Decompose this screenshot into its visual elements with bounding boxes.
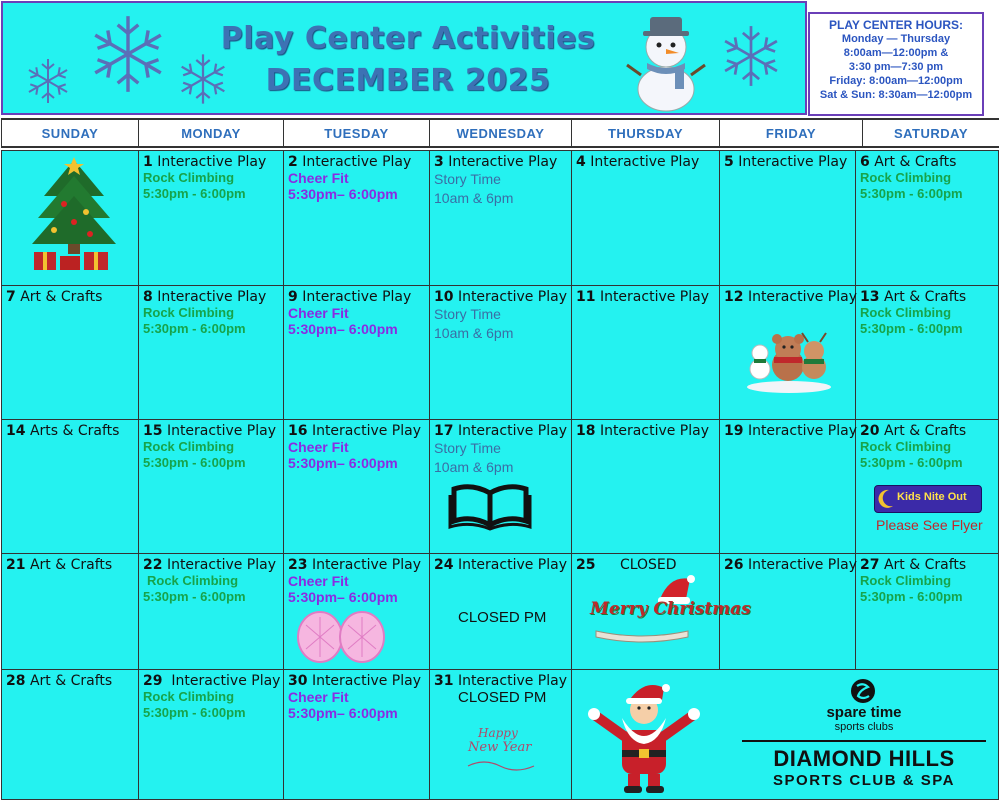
day-number: 23 [288, 557, 308, 573]
calendar-cell-day-20 [856, 420, 998, 554]
calendar-cell-day-11 [572, 286, 720, 420]
calendar-cell-day-16 [284, 420, 430, 554]
calendar-cell-day-3 [430, 151, 572, 286]
activity-label: Interactive Play [457, 289, 567, 305]
day-number: 17 [434, 423, 454, 439]
calendar-cell-day-8 [139, 286, 284, 420]
day-number: 7 [6, 289, 16, 305]
day-number: 13 [860, 289, 880, 305]
spare-time-logo-icon [850, 678, 876, 704]
day-number: 3 [434, 154, 444, 170]
activity-time: 5:30pm - 6:00pm [143, 455, 246, 470]
day-number: 14 [6, 423, 26, 439]
kids-nite-out-text: Kids Nite Out [897, 491, 967, 503]
kids-nite-out-banner [874, 485, 982, 513]
new-year-text: New Year [468, 740, 532, 755]
activity-time: 5:30pm - 6:00pm [143, 589, 246, 604]
calendar-cell-day-5 [720, 151, 856, 286]
closed-label: CLOSED [619, 557, 677, 573]
flyer-note: Please See Flyer [876, 517, 983, 533]
activity-time: 5:30pm - 6:00pm [860, 455, 963, 470]
hours-line: 8:00am—12:00pm & [843, 47, 949, 59]
happy-new-year-art [466, 726, 536, 776]
weekday-saturday: SATURDAY [862, 120, 999, 146]
activity-label: Interactive Play [448, 154, 558, 170]
activity-sub: Rock Climbing [860, 573, 952, 588]
day-number: 19 [724, 423, 744, 439]
calendar-cell-branding [572, 670, 998, 799]
activity-label: Interactive Play [747, 557, 857, 573]
swirl-icon [466, 758, 536, 776]
weekday-header-row [1, 118, 999, 148]
activity-label: Interactive Play [302, 289, 412, 305]
calendar-cell-day-28 [2, 670, 139, 799]
hours-title: PLAY CENTER HOURS: [828, 18, 964, 32]
activity-label: Art & Crafts [29, 557, 113, 573]
day-number: 24 [434, 557, 454, 573]
activity-time: 5:30pm– 6:00pm [288, 321, 398, 337]
activity-label: Interactive Play [302, 154, 412, 170]
hours-line: Monday — Thursday [841, 33, 951, 45]
activity-time: 5:30pm– 6:00pm [288, 186, 398, 202]
hours-line: Sat & Sun: 8:30am—12:00pm [819, 89, 973, 101]
calendar-cell-day-26 [720, 554, 856, 670]
merry-christmas-text: Merry Christmas [590, 599, 751, 619]
calendar-cell-day-9 [284, 286, 430, 420]
activity-sub: Rock Climbing [147, 573, 239, 588]
activity-time: 5:30pm - 6:00pm [860, 186, 963, 201]
calendar-cell-day-4 [572, 151, 720, 286]
activity-sub: Cheer Fit [288, 573, 349, 589]
day-number: 22 [143, 557, 163, 573]
merry-christmas-art [590, 581, 751, 651]
club-name: DIAMOND HILLS [773, 746, 955, 771]
day-number: 31 [434, 673, 454, 689]
day-number: 2 [288, 154, 298, 170]
activity-label: Interactive Play [157, 289, 267, 305]
activity-sub: Rock Climbing [860, 439, 952, 454]
day-number: 25 [576, 557, 596, 573]
closed-note: CLOSED PM [458, 689, 547, 706]
activity-time: 5:30pm - 6:00pm [860, 589, 963, 604]
calendar-cell-day-18 [572, 420, 720, 554]
activity-label: Interactive Play [590, 154, 700, 170]
calendar-cell-day-6 [856, 151, 998, 286]
calendar-cell-day-22 [139, 554, 284, 670]
day-number: 1 [143, 154, 153, 170]
activity-label: Interactive Play [747, 423, 857, 439]
activity-label: Interactive Play [157, 154, 267, 170]
happy-text: Happy [478, 726, 518, 740]
christmas-tree-icon [24, 156, 124, 276]
day-number: 5 [724, 154, 734, 170]
pom-poms-icon [296, 609, 386, 667]
moon-icon [877, 488, 895, 510]
activity-label: Interactive Play [171, 673, 281, 689]
activity-sub: Rock Climbing [860, 305, 952, 320]
day-number: 29 [143, 673, 163, 689]
snowman-icon [623, 9, 709, 113]
activity-sub: Rock Climbing [143, 439, 235, 454]
header-banner [1, 1, 807, 115]
activity-label: Interactive Play [457, 423, 567, 439]
calendar-cell-day-1 [139, 151, 284, 286]
activity-label: Art & Crafts [29, 673, 113, 689]
day-number: 9 [288, 289, 298, 305]
club-subtitle: SPORTS CLUB & SPA [773, 772, 955, 789]
weekday-wednesday: WEDNESDAY [429, 120, 571, 146]
day-number: 26 [724, 557, 744, 573]
activity-time: 10am & 6pm [434, 459, 514, 475]
activity-label: Art & Crafts [883, 289, 967, 305]
activity-label: Interactive Play [166, 423, 276, 439]
day-number: 8 [143, 289, 153, 305]
activity-time: 5:30pm– 6:00pm [288, 705, 398, 721]
open-book-icon [448, 481, 532, 531]
activity-label: Interactive Play [457, 557, 567, 573]
day-number: 10 [434, 289, 454, 305]
activity-label: Interactive Play [599, 289, 709, 305]
calendar-cell-day-27 [856, 554, 998, 670]
day-number: 30 [288, 673, 308, 689]
activity-sub: Cheer Fit [288, 305, 349, 321]
day-number: 27 [860, 557, 880, 573]
activity-label: Arts & Crafts [29, 423, 120, 439]
weekday-thursday: THURSDAY [571, 120, 719, 146]
activity-label: Interactive Play [311, 557, 421, 573]
day-number: 12 [724, 289, 744, 305]
page-subtitle-month: DECEMBER 2025 [265, 63, 551, 98]
calendar-cell-day-23 [284, 554, 430, 670]
day-number: 18 [576, 423, 596, 439]
calendar-cell-day-15 [139, 420, 284, 554]
activity-label: Art & Crafts [20, 289, 103, 305]
winter-animals-icon [746, 329, 832, 393]
activity-label: Interactive Play [738, 154, 848, 170]
activity-sub: Cheer Fit [288, 170, 349, 186]
day-number: 16 [288, 423, 308, 439]
weekday-monday: MONDAY [138, 120, 283, 146]
calendar-cell-day-21 [2, 554, 139, 670]
activity-label: Interactive Play [166, 557, 276, 573]
calendar-cell-day-14 [2, 420, 139, 554]
activity-label: Art & Crafts [883, 557, 967, 573]
activity-sub: Rock Climbing [143, 689, 235, 704]
day-number: 11 [576, 289, 596, 305]
activity-time: 10am & 6pm [434, 190, 514, 206]
activity-time: 5:30pm - 6:00pm [143, 321, 246, 336]
activity-time: 5:30pm - 6:00pm [143, 705, 246, 720]
calendar-cell-day-19 [720, 420, 856, 554]
day-number: 6 [860, 154, 870, 170]
spare-time-title: spare time [826, 704, 902, 721]
hours-line: Friday: 8:00am—12:00pm [829, 75, 963, 87]
day-number: 15 [143, 423, 163, 439]
day-number: 20 [860, 423, 880, 439]
play-center-hours-box [808, 12, 984, 116]
calendar-cell-day-13 [856, 286, 998, 420]
snowflake-icon [85, 9, 171, 99]
spare-time-subtitle: sports clubs [834, 721, 894, 733]
activity-sub: Story Time [434, 171, 501, 187]
santa-claus-icon [584, 678, 704, 796]
calendar-cell-day-7 [2, 286, 139, 420]
activity-sub: Story Time [434, 440, 501, 456]
calendar-cell-day-29 [139, 670, 284, 799]
activity-label: Interactive Play [311, 423, 421, 439]
activity-time: 5:30pm– 6:00pm [288, 589, 398, 605]
activity-sub: Cheer Fit [288, 689, 349, 705]
calendar-grid [1, 150, 999, 800]
day-number: 28 [6, 673, 26, 689]
activity-time: 10am & 6pm [434, 325, 514, 341]
calendar-cell-day-12 [720, 286, 856, 420]
activity-sub: Rock Climbing [860, 170, 952, 185]
activity-sub: Story Time [434, 306, 501, 322]
activity-sub: Cheer Fit [288, 439, 349, 455]
activity-label: Interactive Play [457, 673, 567, 689]
activity-label: Art & Crafts [883, 423, 967, 439]
closed-note: CLOSED PM [458, 609, 547, 626]
calendar-cell-day-2 [284, 151, 430, 286]
weekday-friday: FRIDAY [719, 120, 862, 146]
page-title: Play Center Activities [220, 21, 596, 56]
ribbon-icon [594, 627, 690, 643]
weekday-tuesday: TUESDAY [283, 120, 429, 146]
calendar-cell-day-24 [430, 554, 572, 670]
activity-label: Interactive Play [747, 289, 857, 305]
activity-sub: Rock Climbing [143, 170, 235, 185]
activity-time: 5:30pm– 6:00pm [288, 455, 398, 471]
activity-label: Art & Crafts [874, 154, 957, 170]
calendar-cell-day-10 [430, 286, 572, 420]
calendar-cell-day-17 [430, 420, 572, 554]
calendar-cell-day-30 [284, 670, 430, 799]
hours-line: 3:30 pm—7:30 pm [848, 61, 944, 73]
weekday-sunday: SUNDAY [1, 120, 138, 146]
activity-label: Interactive Play [599, 423, 709, 439]
branding-divider [742, 740, 986, 742]
activity-time: 5:30pm - 6:00pm [860, 321, 963, 336]
activity-sub: Rock Climbing [143, 305, 235, 320]
day-number: 4 [576, 154, 586, 170]
snowflake-icon [717, 19, 785, 93]
day-number: 21 [6, 557, 26, 573]
snowflake-icon [23, 53, 73, 109]
calendar-cell-empty [2, 151, 139, 286]
activity-label: Interactive Play [311, 673, 421, 689]
activity-time: 5:30pm - 6:00pm [143, 186, 246, 201]
calendar-cell-day-31 [430, 670, 572, 799]
